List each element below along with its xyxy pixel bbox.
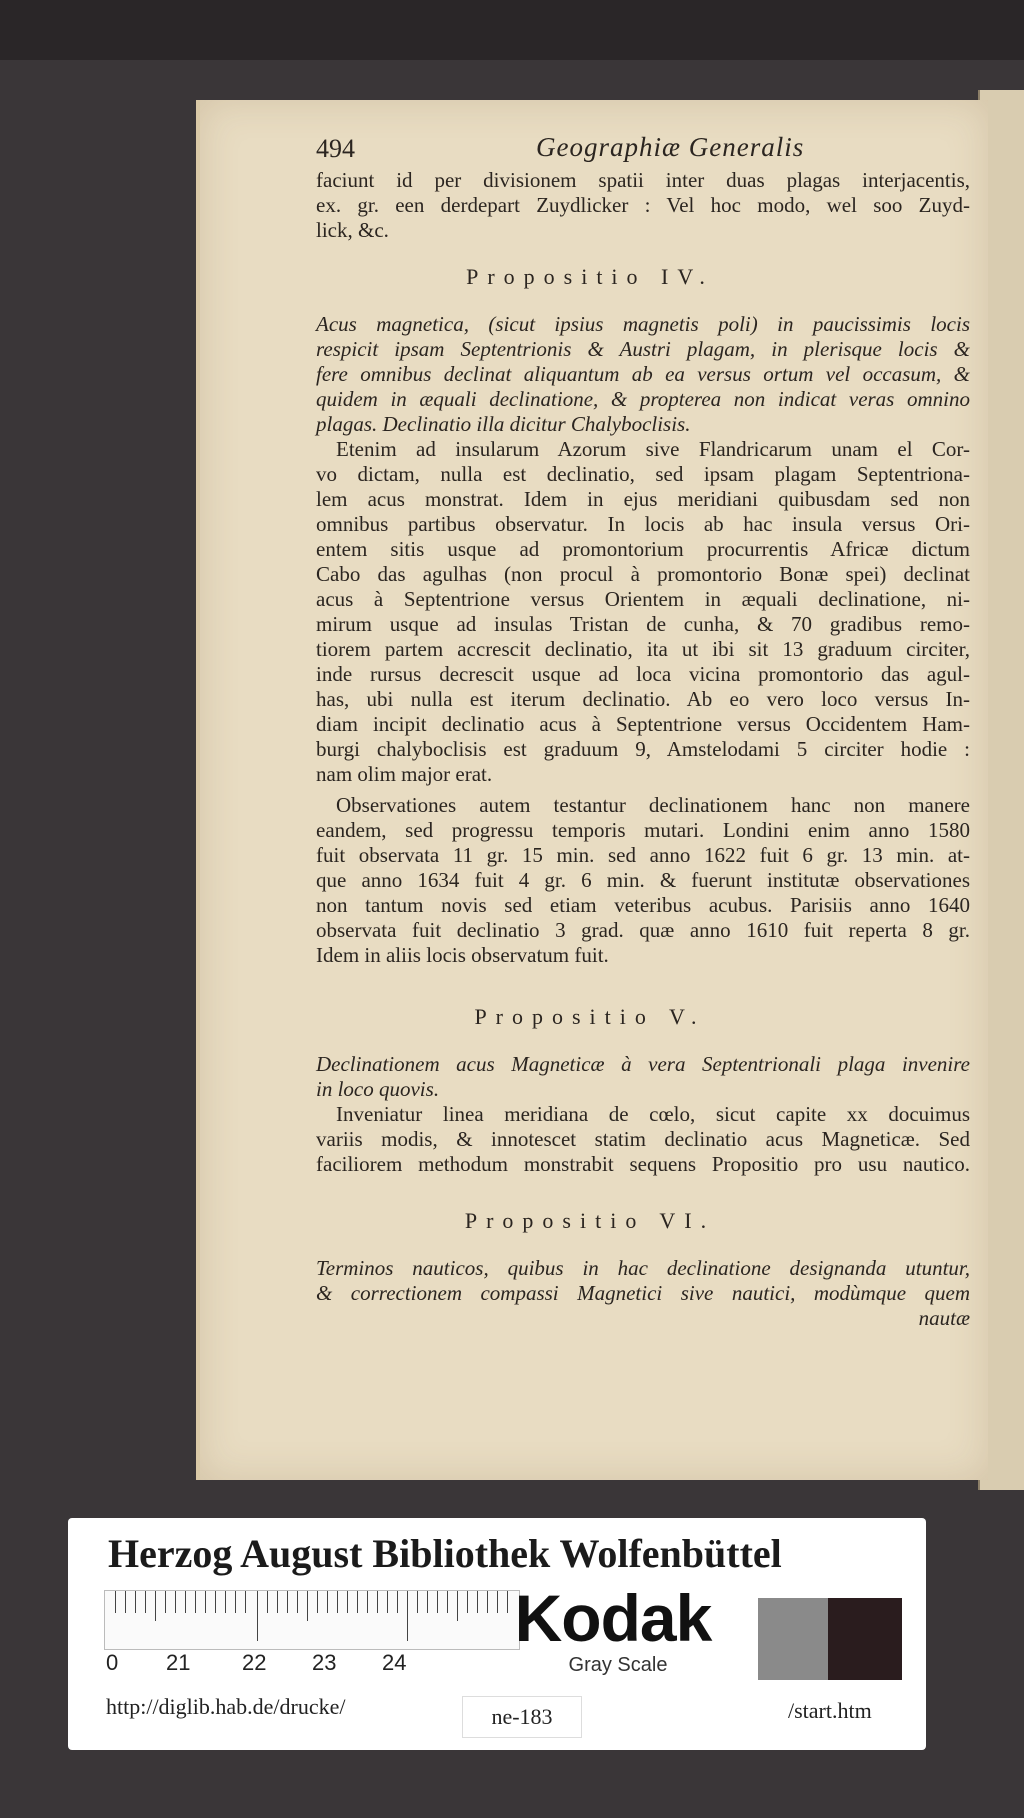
text-line: vo dictam, nulla est declinatio, sed ipsam plagam Septentriona- (316, 462, 970, 486)
ruler-tick (437, 1591, 438, 1613)
ruler-tick (145, 1591, 146, 1613)
statement-line: plagas. Declinatio illa dicitur Chalyboclisis. (316, 412, 691, 436)
ruler-tick (447, 1591, 448, 1613)
ruler-tick (297, 1591, 298, 1613)
page-number: 494 (316, 134, 355, 163)
text-line: Cabo das agulhas (non procul à promontorio Bonæ spei) declinat (316, 562, 970, 586)
ruler-tick (165, 1591, 166, 1613)
statement-line: Terminos nauticos, quibus in hac declinatione designanda utuntur, (316, 1256, 970, 1280)
ruler-tick (175, 1591, 176, 1613)
text-line: non tantum novis sed etiam veteribus acubus. Parisiis anno 1640 (316, 893, 970, 917)
color-reference-card (68, 1518, 926, 1750)
url-left: http://diglib.hab.de/drucke/ (106, 1694, 346, 1719)
text-line: faciunt id per divisionem spatii inter duas plagas interjacentis, (316, 168, 970, 192)
ruler-tick (215, 1591, 216, 1613)
statement-line: Declinationem acus Magneticæ à vera Septentrionali plaga invenire (316, 1052, 970, 1076)
text-line: Inveniatur linea meridiana de cœlo, sicut capite xx docuimus (336, 1102, 970, 1126)
text-line: lem acus monstrat. Idem in ejus meridiani quibusdam sed non (316, 487, 970, 511)
reference-id: ne-183 (462, 1696, 582, 1738)
statement-line: respicit ipsam Septentrionis & Austri plagam, in plerisque locis & (316, 337, 970, 361)
ruler-tick (287, 1591, 288, 1613)
statement-line: quidem in æquali declinatione, & propterea non indicat veras omnino (316, 387, 970, 411)
ruler-tick (457, 1591, 458, 1621)
ruler-label: 0 (106, 1650, 119, 1675)
statement-line: & correctionem compassi Magnetici sive nautici, modùmque quem (316, 1281, 970, 1305)
ruler-tick (337, 1591, 338, 1613)
text-line: entem sitis usque ad promontorium procurrentis Africæ dictum (316, 537, 970, 561)
text-line: faciliorem methodum monstrabit sequens Propositio pro usu nautico. (316, 1152, 970, 1176)
proposition-heading: Propositio VI. (464, 1208, 716, 1233)
ruler-tick (407, 1591, 408, 1641)
text-line: has, ubi nulla est iterum declinatio. Ab eo vero loco versus In- (316, 687, 970, 711)
library-title: Herzog August Bibliothek Wolfenbüttel (108, 1531, 782, 1576)
ruler-tick (135, 1591, 136, 1613)
ruler-tick (327, 1591, 328, 1613)
ruler-tick (277, 1591, 278, 1613)
text-line: fuit observata 11 gr. 15 min. sed anno 1622 fuit 6 gr. 13 min. at- (316, 843, 970, 867)
ruler-tick (245, 1591, 246, 1613)
ruler-label: 21 (166, 1650, 191, 1675)
ruler-tick (125, 1591, 126, 1613)
ruler-tick (225, 1591, 226, 1613)
ruler-tick (357, 1591, 358, 1613)
text-line: lick, &c. (316, 218, 389, 242)
kodak-logo: Kodak (514, 1581, 712, 1655)
ruler-label: 22 (242, 1650, 267, 1675)
ruler-tick (347, 1591, 348, 1613)
text-line: variis modis, & innotescet statim declinatio acus Magneticæ. Sed (316, 1127, 970, 1151)
top-dark-strip (0, 0, 1024, 60)
text-line: observata fuit declinatio 3 grad. quæ anno 1610 fuit reperta 8 gr. (316, 918, 970, 942)
text-line: diam incipit declinatio acus à Septentrione versus Occidentem Ham- (316, 712, 970, 736)
ruler-tick (387, 1591, 388, 1613)
text-line: acus à Septentrione versus Orientem in æquali declinatione, ni- (316, 587, 970, 611)
ruler-tick (417, 1591, 418, 1613)
ruler-tick (185, 1591, 186, 1613)
url-right: /start.htm (788, 1698, 872, 1723)
proposition-heading: Propositio V. (474, 1004, 706, 1029)
text-line: mirum usque ad insulas Tristan de cunha, & 70 gradibus remo- (316, 612, 970, 636)
text-line: eandem, sed progressu temporis mutari. Londini enim anno 1580 (316, 818, 970, 842)
ruler-tick (427, 1591, 428, 1613)
text-line: inde rursus decrescit usque ad loca vicina promontorio das agul- (316, 662, 970, 686)
text-line: omnibus partibus observatur. In locis ab hac insula versus Ori- (316, 512, 970, 536)
dark-swatch (828, 1598, 902, 1680)
text-line: Idem in aliis locis observatum fuit. (316, 943, 609, 967)
ruler-tick (257, 1591, 258, 1641)
ruler-tick (195, 1591, 196, 1613)
ruler-label: 24 (382, 1650, 407, 1675)
ruler-tick (377, 1591, 378, 1613)
text-line: Etenim ad insularum Azorum sive Flandricarum unam el Cor- (336, 437, 970, 461)
ruler-tick (367, 1591, 368, 1613)
catchword: nautæ (918, 1306, 970, 1330)
gray-scale-label: Gray Scale (568, 1654, 668, 1676)
ruler-tick (397, 1591, 398, 1613)
statement-line: Acus magnetica, (sicut ipsius magnetis poli) in paucissimis locis (316, 312, 970, 336)
ruler-tick (115, 1591, 116, 1613)
proposition-heading: Propositio IV. (466, 264, 714, 289)
text-line: que anno 1634 fuit 4 gr. 6 min. & fuerunt institutæ observationes (316, 868, 970, 892)
ruler-tick (155, 1591, 156, 1621)
statement-line: fere omnibus declinat aliquantum ab ea versus ortum vel occasum, & (316, 362, 970, 386)
text-line: Observationes autem testantur declinationem hanc non manere (336, 793, 970, 817)
ruler-tick (267, 1591, 268, 1613)
ruler-tick (205, 1591, 206, 1613)
statement-line: in loco quovis. (316, 1077, 440, 1101)
running-title: Geographiæ Generalis (536, 132, 805, 162)
ruler-tick (307, 1591, 308, 1621)
text-line: burgi chalyboclisis est graduum 9, Amstelodami 5 circiter hodie : (316, 737, 970, 761)
gray-swatch (758, 1598, 828, 1680)
text-line: ex. gr. een derdepart Zuydlicker : Vel hoc modo, wel soo Zuyd- (316, 193, 970, 217)
ruler-label: 23 (312, 1650, 337, 1675)
measurement-ruler (104, 1590, 520, 1650)
text-line: nam olim major erat. (316, 762, 493, 786)
ruler-tick (235, 1591, 236, 1613)
ruler-tick (317, 1591, 318, 1613)
text-line: tiorem partem accrescit declinatio, ita ut ibi sit 13 graduum circiter, (316, 637, 970, 661)
ruler-labels (104, 1650, 518, 1680)
